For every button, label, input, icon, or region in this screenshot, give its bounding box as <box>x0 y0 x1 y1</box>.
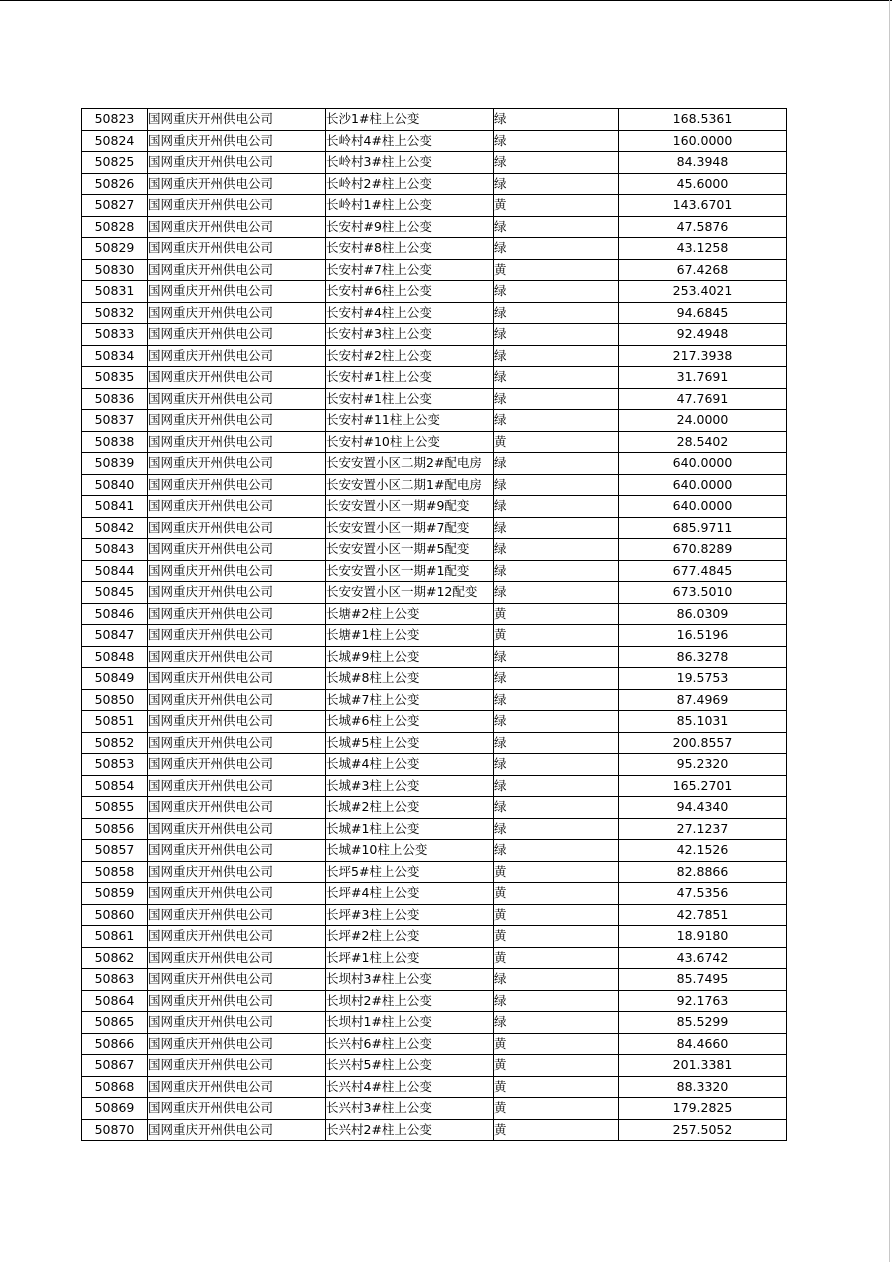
cell-station: 长安安置小区一期#12配变 <box>326 582 494 604</box>
cell-company: 国网重庆开州供电公司 <box>148 754 326 776</box>
table-row <box>82 539 787 561</box>
cell-level: 绿 <box>494 109 619 131</box>
cell-level: 绿 <box>494 560 619 582</box>
cell-company: 国网重庆开州供电公司 <box>148 560 326 582</box>
cell-id: 50851 <box>82 711 148 733</box>
cell-value: 165.2701 <box>619 775 787 797</box>
cell-station: 长兴村6#柱上公变 <box>326 1033 494 1055</box>
cell-id: 50834 <box>82 345 148 367</box>
cell-company: 国网重庆开州供电公司 <box>148 367 326 389</box>
table-row <box>82 818 787 840</box>
cell-id: 50854 <box>82 775 148 797</box>
cell-id: 50838 <box>82 431 148 453</box>
cell-station: 长安安置小区一期#1配变 <box>326 560 494 582</box>
cell-company: 国网重庆开州供电公司 <box>148 410 326 432</box>
cell-value: 85.1031 <box>619 711 787 733</box>
cell-id: 50853 <box>82 754 148 776</box>
cell-id: 50855 <box>82 797 148 819</box>
cell-company: 国网重庆开州供电公司 <box>148 990 326 1012</box>
cell-company: 国网重庆开州供电公司 <box>148 969 326 991</box>
cell-id: 50842 <box>82 517 148 539</box>
cell-company: 国网重庆开州供电公司 <box>148 1012 326 1034</box>
cell-id: 50840 <box>82 474 148 496</box>
cell-company: 国网重庆开州供电公司 <box>148 1119 326 1141</box>
table-row <box>82 1098 787 1120</box>
table-row <box>82 367 787 389</box>
cell-id: 50869 <box>82 1098 148 1120</box>
cell-company: 国网重庆开州供电公司 <box>148 861 326 883</box>
cell-id: 50844 <box>82 560 148 582</box>
cell-id: 50831 <box>82 281 148 303</box>
cell-id: 50846 <box>82 603 148 625</box>
cell-value: 47.5876 <box>619 216 787 238</box>
data-table <box>81 108 787 1141</box>
cell-station: 长安村#6柱上公变 <box>326 281 494 303</box>
cell-level: 绿 <box>494 388 619 410</box>
cell-id: 50863 <box>82 969 148 991</box>
cell-company: 国网重庆开州供电公司 <box>148 1055 326 1077</box>
cell-id: 50839 <box>82 453 148 475</box>
cell-station: 长岭村1#柱上公变 <box>326 195 494 217</box>
cell-id: 50843 <box>82 539 148 561</box>
table-row <box>82 646 787 668</box>
table-row <box>82 1033 787 1055</box>
cell-level: 黄 <box>494 1098 619 1120</box>
cell-value: 47.5356 <box>619 883 787 905</box>
table-row <box>82 1055 787 1077</box>
cell-value: 45.6000 <box>619 173 787 195</box>
cell-id: 50841 <box>82 496 148 518</box>
table-row <box>82 990 787 1012</box>
cell-level: 黄 <box>494 861 619 883</box>
cell-value: 42.7851 <box>619 904 787 926</box>
cell-value: 84.3948 <box>619 152 787 174</box>
cell-value: 253.4021 <box>619 281 787 303</box>
cell-id: 50835 <box>82 367 148 389</box>
cell-company: 国网重庆开州供电公司 <box>148 130 326 152</box>
cell-station: 长坪#4柱上公变 <box>326 883 494 905</box>
cell-station: 长兴村4#柱上公变 <box>326 1076 494 1098</box>
cell-id: 50850 <box>82 689 148 711</box>
cell-value: 82.8866 <box>619 861 787 883</box>
cell-value: 16.5196 <box>619 625 787 647</box>
cell-value: 94.4340 <box>619 797 787 819</box>
cell-id: 50870 <box>82 1119 148 1141</box>
cell-company: 国网重庆开州供电公司 <box>148 582 326 604</box>
cell-value: 92.1763 <box>619 990 787 1012</box>
cell-id: 50829 <box>82 238 148 260</box>
cell-company: 国网重庆开州供电公司 <box>148 195 326 217</box>
cell-value: 43.1258 <box>619 238 787 260</box>
cell-id: 50826 <box>82 173 148 195</box>
cell-id: 50852 <box>82 732 148 754</box>
table-row <box>82 259 787 281</box>
cell-value: 88.3320 <box>619 1076 787 1098</box>
cell-level: 绿 <box>494 152 619 174</box>
cell-station: 长安安置小区一期#7配变 <box>326 517 494 539</box>
cell-level: 绿 <box>494 281 619 303</box>
table-row <box>82 711 787 733</box>
cell-value: 160.0000 <box>619 130 787 152</box>
cell-company: 国网重庆开州供电公司 <box>148 302 326 324</box>
cell-station: 长坝村3#柱上公变 <box>326 969 494 991</box>
cell-value: 640.0000 <box>619 453 787 475</box>
cell-station: 长兴村5#柱上公变 <box>326 1055 494 1077</box>
cell-company: 国网重庆开州供电公司 <box>148 539 326 561</box>
cell-value: 179.2825 <box>619 1098 787 1120</box>
cell-level: 黄 <box>494 195 619 217</box>
cell-id: 50866 <box>82 1033 148 1055</box>
cell-station: 长城#3柱上公变 <box>326 775 494 797</box>
cell-station: 长坪#2柱上公变 <box>326 926 494 948</box>
cell-value: 27.1237 <box>619 818 787 840</box>
cell-company: 国网重庆开州供电公司 <box>148 904 326 926</box>
cell-level: 黄 <box>494 1119 619 1141</box>
cell-level: 黄 <box>494 1055 619 1077</box>
table-row <box>82 732 787 754</box>
cell-value: 201.3381 <box>619 1055 787 1077</box>
cell-company: 国网重庆开州供电公司 <box>148 345 326 367</box>
cell-level: 绿 <box>494 711 619 733</box>
cell-company: 国网重庆开州供电公司 <box>148 926 326 948</box>
cell-station: 长安安置小区二期1#配电房 <box>326 474 494 496</box>
cell-id: 50862 <box>82 947 148 969</box>
cell-value: 677.4845 <box>619 560 787 582</box>
cell-company: 国网重庆开州供电公司 <box>148 883 326 905</box>
cell-company: 国网重庆开州供电公司 <box>148 281 326 303</box>
cell-value: 84.4660 <box>619 1033 787 1055</box>
cell-value: 42.1526 <box>619 840 787 862</box>
cell-id: 50833 <box>82 324 148 346</box>
table-row <box>82 195 787 217</box>
table-row <box>82 517 787 539</box>
cell-level: 绿 <box>494 689 619 711</box>
cell-value: 24.0000 <box>619 410 787 432</box>
cell-station: 长安村#9柱上公变 <box>326 216 494 238</box>
cell-value: 257.5052 <box>619 1119 787 1141</box>
cell-level: 绿 <box>494 539 619 561</box>
cell-company: 国网重庆开州供电公司 <box>148 152 326 174</box>
table-row <box>82 947 787 969</box>
cell-level: 绿 <box>494 1012 619 1034</box>
cell-station: 长城#6柱上公变 <box>326 711 494 733</box>
table-row <box>82 474 787 496</box>
cell-station: 长沙1#柱上公变 <box>326 109 494 131</box>
cell-id: 50825 <box>82 152 148 174</box>
table-row <box>82 861 787 883</box>
cell-value: 94.6845 <box>619 302 787 324</box>
cell-company: 国网重庆开州供电公司 <box>148 474 326 496</box>
cell-value: 87.4969 <box>619 689 787 711</box>
cell-level: 绿 <box>494 345 619 367</box>
cell-station: 长坪#1柱上公变 <box>326 947 494 969</box>
cell-station: 长岭村4#柱上公变 <box>326 130 494 152</box>
cell-company: 国网重庆开州供电公司 <box>148 668 326 690</box>
cell-level: 黄 <box>494 926 619 948</box>
cell-level: 黄 <box>494 904 619 926</box>
cell-value: 95.2320 <box>619 754 787 776</box>
table-row <box>82 281 787 303</box>
table-row <box>82 560 787 582</box>
cell-company: 国网重庆开州供电公司 <box>148 238 326 260</box>
cell-level: 黄 <box>494 625 619 647</box>
cell-id: 50868 <box>82 1076 148 1098</box>
table-row <box>82 904 787 926</box>
table-row <box>82 324 787 346</box>
cell-level: 绿 <box>494 732 619 754</box>
table-row <box>82 345 787 367</box>
cell-company: 国网重庆开州供电公司 <box>148 173 326 195</box>
cell-value: 28.5402 <box>619 431 787 453</box>
cell-company: 国网重庆开州供电公司 <box>148 603 326 625</box>
table-row <box>82 496 787 518</box>
cell-company: 国网重庆开州供电公司 <box>148 732 326 754</box>
cell-level: 绿 <box>494 582 619 604</box>
table-row <box>82 238 787 260</box>
table-row <box>82 797 787 819</box>
cell-station: 长安安置小区一期#5配变 <box>326 539 494 561</box>
table-row <box>82 1012 787 1034</box>
cell-level: 绿 <box>494 818 619 840</box>
cell-company: 国网重庆开州供电公司 <box>148 1076 326 1098</box>
cell-company: 国网重庆开州供电公司 <box>148 453 326 475</box>
cell-id: 50845 <box>82 582 148 604</box>
cell-id: 50867 <box>82 1055 148 1077</box>
cell-company: 国网重庆开州供电公司 <box>148 840 326 862</box>
cell-id: 50858 <box>82 861 148 883</box>
cell-value: 640.0000 <box>619 496 787 518</box>
cell-station: 长城#4柱上公变 <box>326 754 494 776</box>
cell-level: 黄 <box>494 883 619 905</box>
cell-station: 长城#9柱上公变 <box>326 646 494 668</box>
cell-level: 绿 <box>494 797 619 819</box>
cell-level: 绿 <box>494 754 619 776</box>
cell-id: 50824 <box>82 130 148 152</box>
cell-level: 绿 <box>494 517 619 539</box>
table-row <box>82 689 787 711</box>
cell-station: 长塘#2柱上公变 <box>326 603 494 625</box>
cell-station: 长安安置小区二期2#配电房 <box>326 453 494 475</box>
table-row <box>82 926 787 948</box>
cell-station: 长安安置小区一期#9配变 <box>326 496 494 518</box>
cell-station: 长城#7柱上公变 <box>326 689 494 711</box>
cell-company: 国网重庆开州供电公司 <box>148 625 326 647</box>
cell-id: 50828 <box>82 216 148 238</box>
cell-value: 85.7495 <box>619 969 787 991</box>
cell-value: 85.5299 <box>619 1012 787 1034</box>
table-row <box>82 453 787 475</box>
cell-id: 50865 <box>82 1012 148 1034</box>
cell-id: 50836 <box>82 388 148 410</box>
cell-level: 绿 <box>494 474 619 496</box>
cell-station: 长安村#4柱上公变 <box>326 302 494 324</box>
table-row <box>82 668 787 690</box>
cell-company: 国网重庆开州供电公司 <box>148 689 326 711</box>
table-row <box>82 130 787 152</box>
cell-company: 国网重庆开州供电公司 <box>148 324 326 346</box>
cell-value: 31.7691 <box>619 367 787 389</box>
cell-id: 50847 <box>82 625 148 647</box>
cell-level: 绿 <box>494 775 619 797</box>
cell-company: 国网重庆开州供电公司 <box>148 517 326 539</box>
table-row <box>82 754 787 776</box>
table-row <box>82 1076 787 1098</box>
cell-station: 长安村#2柱上公变 <box>326 345 494 367</box>
cell-id: 50861 <box>82 926 148 948</box>
table-row <box>82 431 787 453</box>
cell-value: 47.7691 <box>619 388 787 410</box>
cell-id: 50837 <box>82 410 148 432</box>
cell-company: 国网重庆开州供电公司 <box>148 646 326 668</box>
cell-station: 长坝村2#柱上公变 <box>326 990 494 1012</box>
cell-id: 50823 <box>82 109 148 131</box>
table-row <box>82 840 787 862</box>
cell-id: 50849 <box>82 668 148 690</box>
cell-company: 国网重庆开州供电公司 <box>148 431 326 453</box>
cell-station: 长安村#7柱上公变 <box>326 259 494 281</box>
cell-level: 绿 <box>494 302 619 324</box>
cell-level: 绿 <box>494 668 619 690</box>
cell-id: 50864 <box>82 990 148 1012</box>
cell-value: 43.6742 <box>619 947 787 969</box>
cell-company: 国网重庆开州供电公司 <box>148 818 326 840</box>
cell-station: 长城#1柱上公变 <box>326 818 494 840</box>
cell-level: 绿 <box>494 496 619 518</box>
cell-level: 黄 <box>494 259 619 281</box>
cell-station: 长坝村1#柱上公变 <box>326 1012 494 1034</box>
table-row <box>82 109 787 131</box>
cell-id: 50827 <box>82 195 148 217</box>
cell-station: 长安村#1柱上公变 <box>326 388 494 410</box>
cell-level: 绿 <box>494 173 619 195</box>
cell-id: 50832 <box>82 302 148 324</box>
cell-level: 黄 <box>494 603 619 625</box>
cell-value: 685.9711 <box>619 517 787 539</box>
cell-company: 国网重庆开州供电公司 <box>148 388 326 410</box>
table-row <box>82 1119 787 1141</box>
table-row <box>82 152 787 174</box>
cell-station: 长兴村2#柱上公变 <box>326 1119 494 1141</box>
table-row <box>82 582 787 604</box>
table-row <box>82 410 787 432</box>
cell-company: 国网重庆开州供电公司 <box>148 109 326 131</box>
cell-id: 50856 <box>82 818 148 840</box>
cell-station: 长安村#8柱上公变 <box>326 238 494 260</box>
cell-id: 50857 <box>82 840 148 862</box>
cell-level: 绿 <box>494 130 619 152</box>
table-row <box>82 625 787 647</box>
cell-level: 绿 <box>494 453 619 475</box>
cell-station: 长兴村3#柱上公变 <box>326 1098 494 1120</box>
cell-station: 长城#2柱上公变 <box>326 797 494 819</box>
cell-level: 绿 <box>494 990 619 1012</box>
cell-company: 国网重庆开州供电公司 <box>148 1098 326 1120</box>
table-row <box>82 216 787 238</box>
table-row <box>82 388 787 410</box>
cell-station: 长塘#1柱上公变 <box>326 625 494 647</box>
table-row <box>82 173 787 195</box>
cell-station: 长城#8柱上公变 <box>326 668 494 690</box>
cell-value: 673.5010 <box>619 582 787 604</box>
cell-level: 绿 <box>494 216 619 238</box>
cell-station: 长安村#3柱上公变 <box>326 324 494 346</box>
cell-value: 670.8289 <box>619 539 787 561</box>
cell-value: 143.6701 <box>619 195 787 217</box>
cell-level: 绿 <box>494 969 619 991</box>
table-row <box>82 883 787 905</box>
cell-station: 长安村#1柱上公变 <box>326 367 494 389</box>
cell-id: 50859 <box>82 883 148 905</box>
cell-station: 长坪#3柱上公变 <box>326 904 494 926</box>
cell-station: 长坪5#柱上公变 <box>326 861 494 883</box>
cell-id: 50830 <box>82 259 148 281</box>
cell-value: 92.4948 <box>619 324 787 346</box>
cell-level: 绿 <box>494 324 619 346</box>
cell-id: 50860 <box>82 904 148 926</box>
cell-company: 国网重庆开州供电公司 <box>148 1033 326 1055</box>
cell-company: 国网重庆开州供电公司 <box>148 496 326 518</box>
table-row <box>82 775 787 797</box>
cell-level: 黄 <box>494 431 619 453</box>
cell-level: 绿 <box>494 367 619 389</box>
cell-level: 黄 <box>494 947 619 969</box>
cell-station: 长城#5柱上公变 <box>326 732 494 754</box>
cell-company: 国网重庆开州供电公司 <box>148 947 326 969</box>
cell-station: 长城#10柱上公变 <box>326 840 494 862</box>
cell-level: 黄 <box>494 1076 619 1098</box>
cell-company: 国网重庆开州供电公司 <box>148 775 326 797</box>
table-row <box>82 603 787 625</box>
cell-value: 86.0309 <box>619 603 787 625</box>
cell-station: 长岭村3#柱上公变 <box>326 152 494 174</box>
cell-value: 67.4268 <box>619 259 787 281</box>
cell-value: 217.3938 <box>619 345 787 367</box>
table-body <box>82 109 787 1141</box>
cell-value: 86.3278 <box>619 646 787 668</box>
table-row <box>82 969 787 991</box>
cell-value: 640.0000 <box>619 474 787 496</box>
cell-value: 18.9180 <box>619 926 787 948</box>
cell-value: 168.5361 <box>619 109 787 131</box>
cell-station: 长安村#11柱上公变 <box>326 410 494 432</box>
cell-level: 黄 <box>494 1033 619 1055</box>
page-right-edge <box>889 0 890 1262</box>
cell-level: 绿 <box>494 840 619 862</box>
table-row <box>82 302 787 324</box>
cell-id: 50848 <box>82 646 148 668</box>
cell-company: 国网重庆开州供电公司 <box>148 216 326 238</box>
cell-company: 国网重庆开州供电公司 <box>148 259 326 281</box>
cell-level: 绿 <box>494 238 619 260</box>
cell-value: 19.5753 <box>619 668 787 690</box>
cell-company: 国网重庆开州供电公司 <box>148 711 326 733</box>
cell-station: 长安村#10柱上公变 <box>326 431 494 453</box>
cell-level: 绿 <box>494 410 619 432</box>
cell-company: 国网重庆开州供电公司 <box>148 797 326 819</box>
page-top-border <box>0 0 892 1</box>
cell-level: 绿 <box>494 646 619 668</box>
cell-value: 200.8557 <box>619 732 787 754</box>
cell-station: 长岭村2#柱上公变 <box>326 173 494 195</box>
